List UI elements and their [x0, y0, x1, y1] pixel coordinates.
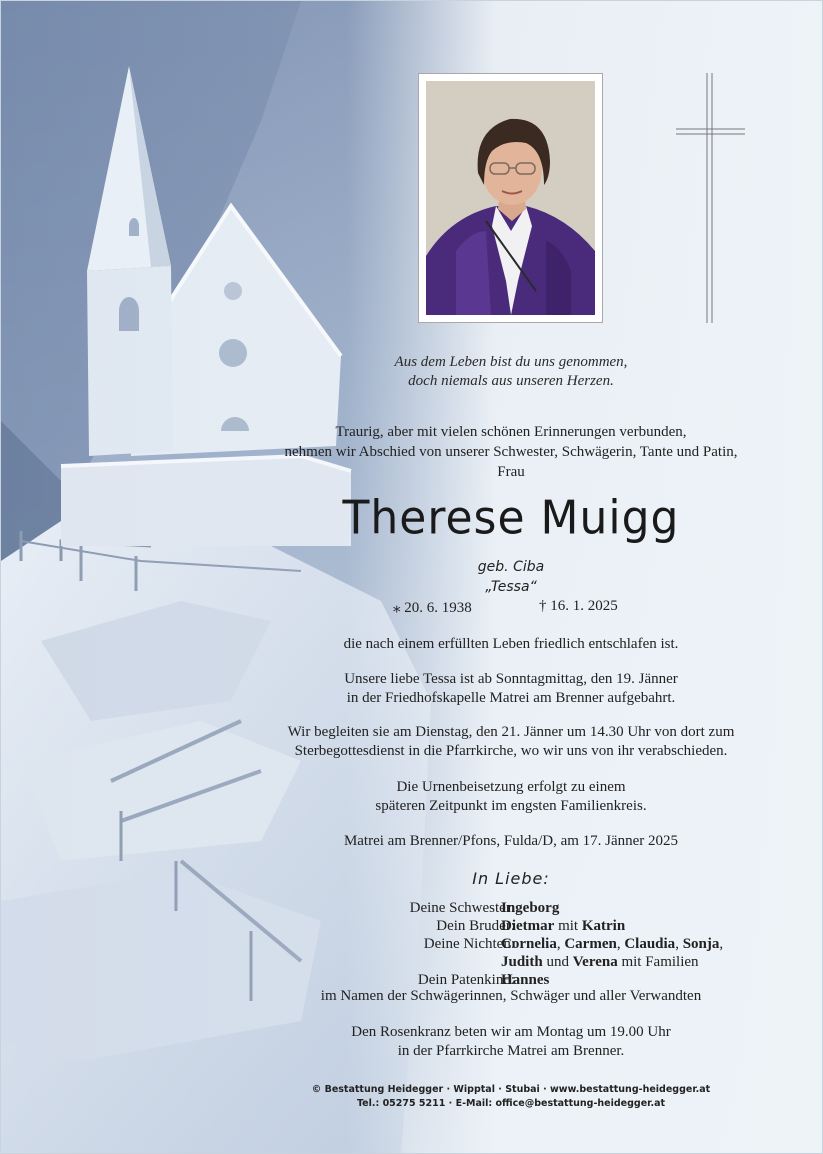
passing-text: die nach einem erfüllten Leben friedlich entschlafen ist. — [343, 636, 679, 652]
family-list — [301, 899, 751, 989]
rosary-line-1: Den Rosenkranz beten wir am Montag um 19.00 Uhr — [351, 1024, 671, 1040]
portrait-photo — [426, 81, 595, 315]
death-date: † 16. 1. 2025 — [539, 598, 618, 614]
birth-date: ⁎ 20. 6. 1938 — [393, 600, 472, 616]
intro-line-1: Traurig, aber mit vielen schönen Erinnerungen verbunden, — [335, 424, 687, 440]
in-liebe-heading: In Liebe: — [472, 869, 550, 888]
family-row-godchild — [301, 971, 751, 989]
family-row-nieces: Deine Nichten: Cornelia, Carmen, Claudia, Sonja, — [423, 936, 724, 952]
niece-name: Verena — [572, 954, 618, 970]
brother-label: Dein Bruder: — [436, 918, 515, 934]
funeral-home-footer — [251, 1083, 771, 1111]
maiden-name: geb. Ciba — [477, 559, 545, 575]
deceased-details — [251, 557, 771, 597]
urn-burial-text — [251, 778, 771, 816]
brother-with: mit — [558, 918, 579, 934]
service-text — [251, 723, 771, 761]
family-row-brother — [301, 917, 751, 935]
intro — [251, 422, 771, 482]
viewing-line-1: Unsere liebe Tessa ist ab Sonntagmittag, den 19. Jänner — [344, 671, 678, 687]
family-row-sister — [301, 899, 751, 917]
brother-name: Dietmar — [501, 918, 555, 934]
rosary-line-2: in der Pfarrkirche Matrei am Brenner. — [397, 1043, 625, 1059]
nieces-and: und — [546, 954, 569, 970]
niece-name: Judith — [501, 954, 543, 970]
niece-name: Claudia — [624, 936, 676, 952]
nieces-label: Deine Nichten: — [423, 936, 515, 952]
motto — [251, 353, 771, 391]
viewing-line-2: in der Friedhofskapelle Matrei am Brenner aufgebahrt. — [346, 690, 676, 706]
cross-icon — [673, 71, 753, 331]
footer-line-2: Tel.: 05275 5211 · E-Mail: office@bestattung-heidegger.at — [356, 1098, 666, 1109]
sister-label: Deine Schwester: — [409, 900, 515, 916]
nieces-suffix: mit Familien — [621, 954, 699, 970]
intro-line-2: nehmen wir Abschied von unserer Schwester, Schwägerin, Tante und Patin, — [284, 444, 738, 460]
relatives-line: im Namen der Schwägerinnen, Schwäger und aller Verwandten — [320, 988, 702, 1004]
deceased-name: Therese Muigg — [342, 491, 680, 546]
nickname: „Tessa“ — [485, 579, 537, 595]
service-line-2: Sterbegottesdienst in die Pfarrkirche, wo wir uns von ihr verabschieden. — [294, 743, 728, 759]
service-line-1: Wir begleiten sie am Dienstag, den 21. Jänner um 14.30 Uhr von dort zum — [287, 724, 735, 740]
niece-name: Carmen — [564, 936, 617, 952]
intro-line-3: Frau — [497, 464, 525, 480]
niece-name: Sonja — [682, 936, 720, 952]
motto-line-2: doch niemals aus unseren Herzen. — [408, 373, 614, 389]
motto-line-1: Aus dem Leben bist du uns genommen, — [394, 354, 628, 370]
urn-line-2: späteren Zeitpunkt im engsten Familienkreis. — [375, 798, 647, 814]
godchild-label: Dein Patenkind: — [417, 972, 515, 988]
place-date: Matrei am Brenner/Pfons, Fulda/D, am 17. Jänner 2025 — [343, 833, 679, 849]
viewing-text — [251, 670, 771, 708]
portrait-frame — [418, 73, 603, 323]
niece-name: Cornelia — [501, 936, 557, 952]
footer-line-1: © Bestattung Heidegger · Wipptal · Stubai · www.bestattung-heidegger.at — [311, 1084, 711, 1095]
urn-line-1: Die Urnenbeisetzung erfolgt zu einem — [396, 779, 626, 795]
brother-partner: Katrin — [581, 918, 626, 934]
family-row-nieces-cont — [301, 953, 751, 971]
sister-name: Ingeborg — [501, 900, 560, 916]
godchild-name: Hannes — [501, 972, 550, 988]
rosary-text — [251, 1023, 771, 1061]
